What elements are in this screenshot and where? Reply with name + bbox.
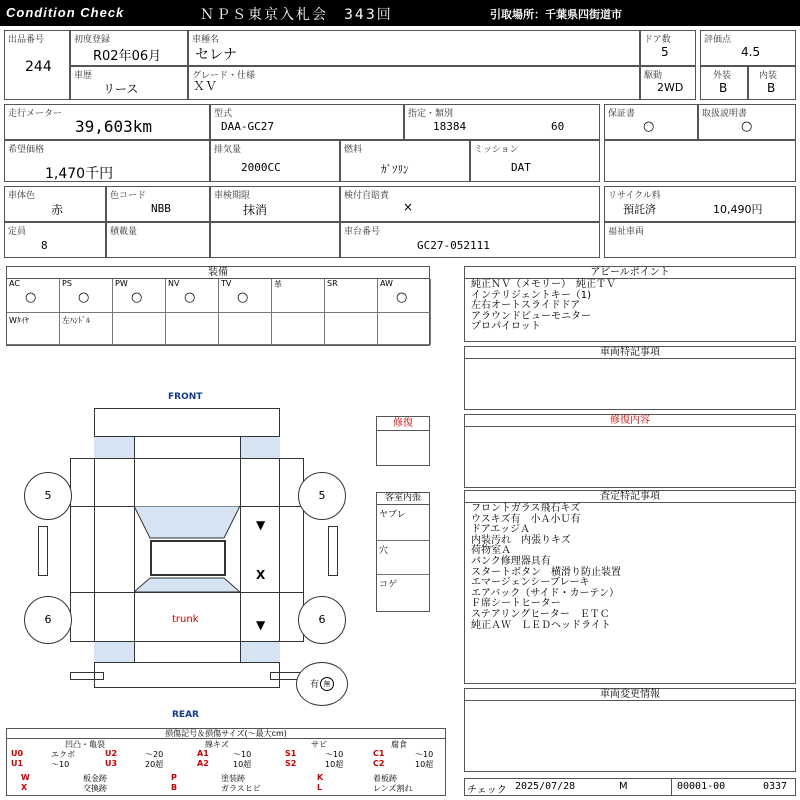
legend-desc: 交換跡 (83, 784, 107, 793)
tire-rear-right: 6 (298, 596, 346, 644)
legend-group: 線キズ (205, 740, 229, 749)
legend-desc: 10超 (415, 760, 434, 769)
model-label: 型式 (214, 109, 233, 119)
equipment-title: 装備 (7, 267, 429, 279)
warranty-mark: ○ (643, 119, 655, 134)
equip-cell-row2 (325, 313, 378, 345)
legend-code: C2 (373, 759, 385, 768)
spare-tire (296, 662, 348, 706)
recycle-fee: 10,490円 (713, 203, 763, 216)
footer-divider (671, 779, 672, 795)
fuel: ｶﾞｿﾘﾝ (381, 163, 409, 176)
car-name-label: 車種名 (192, 35, 220, 45)
drive: 2WD (657, 81, 684, 94)
legend-desc: ～10 (233, 750, 252, 759)
equip-name: 革 (274, 280, 282, 289)
liability-label: 検付自賠責 (344, 191, 390, 201)
inspection-note-line: 荷物室Ａ (471, 545, 511, 557)
inspection-notes-panel (464, 490, 796, 684)
capacity-cell (4, 222, 106, 258)
drive-cell (640, 66, 696, 100)
welfare-cell (604, 222, 796, 258)
cabin-item-burn: コゲ (379, 580, 398, 590)
equip-cell (325, 279, 378, 313)
displacement-label: 排気量 (214, 145, 242, 155)
inspection: 抹消 (243, 203, 268, 217)
inspection-cell (210, 186, 340, 222)
repair-detail-panel (464, 414, 796, 488)
displacement-cell (210, 140, 340, 182)
warranty-label: 保証書 (608, 109, 636, 119)
appeal-line: プロパイロット (471, 321, 541, 333)
welfare-label: 福祉車両 (608, 227, 645, 237)
inspection-note-line: エアバック（サイド・カーテン） (471, 587, 619, 599)
score-cell (700, 30, 796, 66)
equip-mark: ○ (396, 290, 408, 305)
changes-panel (464, 688, 796, 772)
color-cell (4, 186, 106, 222)
equip-mark: ○ (78, 290, 90, 305)
exterior-label: 外装 (713, 71, 732, 81)
capacity-label: 定員 (8, 227, 27, 237)
panel-rear-left (94, 642, 134, 662)
first-reg-label: 初度登録 (74, 35, 111, 45)
damage-legend (6, 728, 446, 796)
repair-title: 修復 (377, 417, 429, 431)
legend-code: U1 (11, 759, 24, 768)
exterior-cell (700, 66, 748, 100)
appeal-lines (471, 280, 616, 333)
interior-cell (748, 66, 796, 100)
score: 4.5 (741, 45, 761, 59)
interior-grade: B (767, 81, 776, 95)
appeal-line: 純正ＮＶ（メモリー） 純正ＴＶ (471, 279, 616, 290)
equip-name: PS (62, 279, 72, 288)
price-cell (4, 140, 210, 182)
equip-mark: ○ (131, 290, 143, 305)
equip-cell (272, 279, 325, 313)
legend-group: 腐食 (391, 740, 407, 749)
inspection-note-line: ウスキズ有 小Ａ小Ｕ有 (471, 513, 581, 525)
inspection-note-line: 内装汚れ 内張りキズ (471, 534, 571, 546)
mileage-label: 走行メーター (8, 109, 63, 119)
mileage-cell (4, 104, 210, 140)
legend-desc: 10超 (325, 760, 344, 769)
legend-desc: ～20 (145, 750, 164, 759)
inspection-label: 車検期限 (214, 191, 251, 201)
cabin-box (376, 492, 430, 612)
sheet-title: Condition Check (6, 5, 125, 20)
load-label: 積載量 (110, 227, 138, 237)
designation: 18384 (433, 120, 467, 133)
lot-number-cell (4, 30, 70, 100)
legend-group: サビ (311, 740, 327, 749)
appeal-line: 左右オートスライドドア (471, 300, 581, 312)
legend-code: C1 (373, 749, 385, 758)
panel-rear-right (240, 642, 280, 662)
pickup-location: 引取場所：千葉県四街道市 (490, 8, 622, 21)
equip-name: AC (9, 279, 20, 288)
inspection-note-line: ステアリングヒーター ＥＴＣ (471, 608, 610, 620)
repair-detail-title: 修復内容 (465, 415, 795, 427)
recycle-status: 預託済 (623, 203, 656, 216)
color-label: 車体色 (8, 191, 36, 201)
inspection-notes-title: 査定特記事項 (465, 491, 795, 503)
blank-cell-r3 (210, 222, 340, 258)
chassis-label: 車台番号 (344, 227, 381, 237)
equip-cell-row2 (60, 313, 113, 345)
inspection-notes-lines (471, 504, 621, 631)
equip-extra: 左ﾊﾝﾄﾞﾙ (62, 316, 90, 325)
line-rear-bumper (94, 662, 280, 663)
appeal-line: インテリジェントキー（1) (471, 289, 592, 301)
equip-extra: Wﾀｲﾔ (9, 316, 29, 325)
seat-marker-front: ▼ (256, 518, 266, 532)
legend-desc: 塗装跡 (221, 774, 245, 783)
displacement: 2000CC (241, 161, 281, 174)
recycle-label: リサイクル料 (608, 191, 661, 201)
line-door-2 (70, 592, 304, 593)
cabin-item-tear: ヤブレ (377, 505, 429, 541)
spare-icon: 無 (320, 677, 334, 691)
footer-number: 0337 (763, 781, 788, 792)
fuel-cell (340, 140, 470, 182)
special-notes-panel (464, 346, 796, 410)
color-code-label: 色コード (110, 191, 147, 201)
equip-cell (378, 279, 431, 313)
panel-front-right (240, 436, 280, 458)
cabin-item-hole: 穴 (377, 541, 429, 575)
equip-name: NV (168, 279, 180, 288)
panel-front-left (94, 436, 134, 458)
lot-number: 244 (25, 59, 52, 75)
equip-cell-row2 (272, 313, 325, 345)
line-front-bumper (94, 436, 280, 437)
equipment-panel (6, 266, 430, 346)
legend-desc: 板金跡 (83, 774, 107, 783)
rear-label: REAR (172, 710, 199, 720)
liability-cell (340, 186, 600, 222)
equip-cell-row2 (219, 313, 272, 345)
history-cell (70, 66, 188, 100)
equip-name: TV (221, 279, 232, 288)
legend-code: P (171, 773, 177, 782)
appeal-line: アラウンドビューモニター (471, 310, 591, 322)
legend-code: W (21, 773, 30, 782)
appeal-panel (464, 266, 796, 342)
footer-code: 00001-00 (677, 781, 726, 792)
grade: ＸＶ (193, 79, 218, 93)
grade-label: グレード・仕様 (192, 71, 256, 81)
inspection-note-line: 純正ＡＷ ＬＥＤヘッドライト (471, 619, 611, 631)
legend-desc: 20超 (145, 760, 164, 769)
inspection-note-line: フロントガラス飛石キズ (471, 503, 581, 514)
damage-mark-x: X (256, 568, 266, 582)
windshield (134, 506, 240, 538)
inspection-note-line: スタートボタン 横滑り防止装置 (471, 566, 621, 578)
side-panel-left (38, 526, 48, 576)
warranty-cell (604, 104, 698, 140)
legend-desc: ～10 (325, 750, 344, 759)
legend-desc: エクボ (51, 750, 75, 759)
history: リース (103, 82, 139, 96)
chassis-number: GC27-052111 (417, 239, 490, 252)
cabin-title: 客室内張 (377, 493, 429, 505)
equip-cell (60, 279, 113, 313)
mission: DAT (511, 161, 531, 174)
car-name: セレナ (195, 47, 237, 63)
check-mark: M (619, 781, 628, 792)
model-code: DAA-GC27 (221, 120, 274, 133)
model-cell (210, 104, 404, 140)
doors-label: ドア数 (644, 35, 671, 45)
doors-cell (640, 30, 696, 66)
equip-cell (7, 279, 60, 313)
equip-cell (113, 279, 166, 313)
equip-cell-row2 (378, 313, 431, 345)
rear-corner-left (70, 672, 104, 680)
changes-title: 車両変更情報 (465, 689, 795, 701)
equip-mark: ○ (237, 290, 249, 305)
legend-code: S2 (285, 759, 297, 768)
check-label: チェック (467, 785, 507, 796)
equip-mark: ○ (25, 290, 37, 305)
legend-code: A1 (197, 749, 209, 758)
equip-cell-row2 (7, 313, 60, 345)
color-code-cell (106, 186, 210, 222)
header-bar (0, 0, 800, 26)
legend-desc: レンズ割れ (373, 784, 413, 793)
exterior-grade: B (719, 81, 728, 95)
tire-front-right: 5 (298, 472, 346, 520)
manual-cell (698, 104, 796, 140)
equip-mark: ○ (184, 290, 196, 305)
body-color: 赤 (51, 203, 64, 217)
repair-box (376, 416, 430, 466)
equip-name: AW (380, 279, 393, 288)
capacity: 8 (41, 239, 48, 252)
mileage: 39,603km (75, 117, 153, 136)
legend-code: S1 (285, 749, 297, 758)
equip-cell-row2 (166, 313, 219, 345)
legend-code: K (317, 773, 324, 782)
interior-label: 内装 (759, 71, 778, 81)
first-registration-cell (70, 30, 188, 66)
legend-desc: ～10 (415, 750, 434, 759)
drive-label: 駆動 (644, 71, 663, 81)
lot-label: 出品番号 (8, 35, 45, 45)
legend-code: A2 (197, 759, 209, 768)
car-name-cell (188, 30, 640, 66)
side-panel-right (328, 526, 338, 576)
special-notes-title: 車両特記事項 (465, 347, 795, 359)
legend-desc: ～10 (51, 760, 70, 769)
equip-name: SR (327, 279, 338, 288)
legend-code: X (21, 783, 28, 792)
legend-code: B (171, 783, 178, 792)
history-label: 車歴 (74, 71, 93, 81)
chassis-cell (340, 222, 600, 258)
legend-code: U2 (105, 749, 118, 758)
tire-front-left: 5 (24, 472, 72, 520)
liability: × (403, 200, 414, 214)
inspection-note-line: ドアエッジＡ (471, 524, 530, 536)
blank-cell-r2 (604, 140, 796, 182)
legend-group: 凹凸・亀裂 (65, 740, 105, 749)
equip-cell-row2 (113, 313, 166, 345)
rear-window (134, 578, 240, 592)
price: 1,470千円 (45, 166, 114, 182)
line-inner-right (240, 436, 241, 662)
equip-cell (219, 279, 272, 313)
front-label: FRONT (168, 392, 203, 402)
mission-label: ミッション (474, 145, 519, 155)
seat-marker-rear: ▼ (256, 618, 266, 632)
manual-label: 取扱説明書 (702, 109, 748, 119)
trunk-label: trunk (172, 614, 199, 625)
fuel-label: 燃料 (344, 145, 363, 155)
score-label: 評価点 (704, 35, 732, 45)
load-cell (106, 222, 210, 258)
windows-svg (134, 506, 240, 592)
car-diagram (0, 380, 376, 720)
doors: 5 (661, 45, 669, 59)
legend-desc: 着板跡 (373, 774, 397, 783)
spare-label: 有 (309, 680, 319, 690)
footer-bar (464, 778, 796, 796)
legend-desc: 10超 (233, 760, 252, 769)
legend-desc: ガラスヒビ (221, 784, 261, 793)
legend-title: 損傷記号＆損傷サイズ(～最大cm) (7, 729, 445, 739)
designation-cell (404, 104, 600, 140)
inspection-note-line: エマージェンシーブレーキ (471, 577, 590, 589)
inspection-note-line: パンク修理器具有 (471, 555, 551, 567)
check-date: 2025/07/28 (515, 781, 576, 792)
tire-rear-left: 6 (24, 596, 72, 644)
inspection-note-line: Ｆ席シートヒーター (471, 598, 561, 610)
auction-title: ＮＰＳ東京入札会 343回 (200, 7, 393, 23)
price-label: 希望価格 (8, 145, 45, 155)
equip-name: PW (115, 279, 128, 288)
appeal-title: アピールポイント (465, 267, 795, 279)
equip-cell (166, 279, 219, 313)
color-code: NBB (151, 202, 171, 215)
first-reg: R02年06月 (93, 49, 162, 64)
classification: 60 (551, 120, 565, 133)
legend-code: L (317, 783, 323, 792)
manual-mark: ○ (741, 119, 753, 134)
recycle-cell (604, 186, 796, 222)
legend-code: U0 (11, 749, 24, 758)
mission-cell (470, 140, 600, 182)
legend-code: U3 (105, 759, 118, 768)
designation-label: 指定・類別 (408, 109, 454, 119)
grade-cell (188, 66, 640, 100)
